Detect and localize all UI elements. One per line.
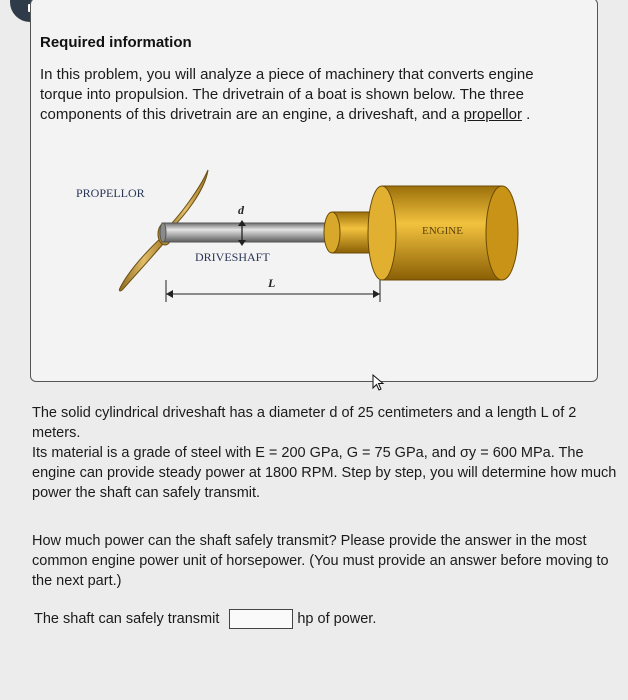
answer-prefix: The shaft can safely transmit: [34, 611, 220, 627]
diameter-label: d: [238, 203, 244, 217]
answer-row: [34, 609, 376, 629]
page-title: Required information: [40, 34, 192, 51]
intro-text: In this problem, you will analyze a piece of machinery that converts engine torque into propulsion. The drivetrain of a boat is shown below. The three components of this drivetrain are an engine, a driveshaft, and a: [40, 66, 534, 123]
mouse-cursor-icon: [372, 374, 386, 392]
driveshaft-label: DRIVESHAFT: [195, 250, 270, 264]
problem-given: The solid cylindrical driveshaft has a diameter d of 25 centimeters and a length L of 2 meters.: [32, 405, 577, 441]
length-label: L: [268, 276, 276, 290]
propellor-link[interactable]: propellor: [463, 106, 522, 123]
problem-statement: [32, 403, 622, 503]
problem-material: Its material is a grade of steel with E = 200 GPa, G = 75 GPa, and σy = 600 MPa. The engine can provide steady power at 1800 RPM. Step by step, you will determine how much power the shaft can safely transmit.: [32, 445, 617, 501]
horsepower-answer-input[interactable]: [229, 609, 293, 629]
drivetrain-diagram: [0, 168, 560, 318]
propeller-label: PROPELLOR: [76, 186, 145, 200]
question-text: How much power can the shaft safely transmit? Please provide the answer in the most common engine power unit of horsepower. (You must provide an answer before moving to the next part.): [32, 533, 609, 589]
engine-label: ENGINE: [422, 225, 463, 237]
intro-paragraph: [40, 65, 540, 125]
answer-suffix: hp of power.: [297, 611, 377, 627]
intro-end: .: [526, 106, 531, 123]
